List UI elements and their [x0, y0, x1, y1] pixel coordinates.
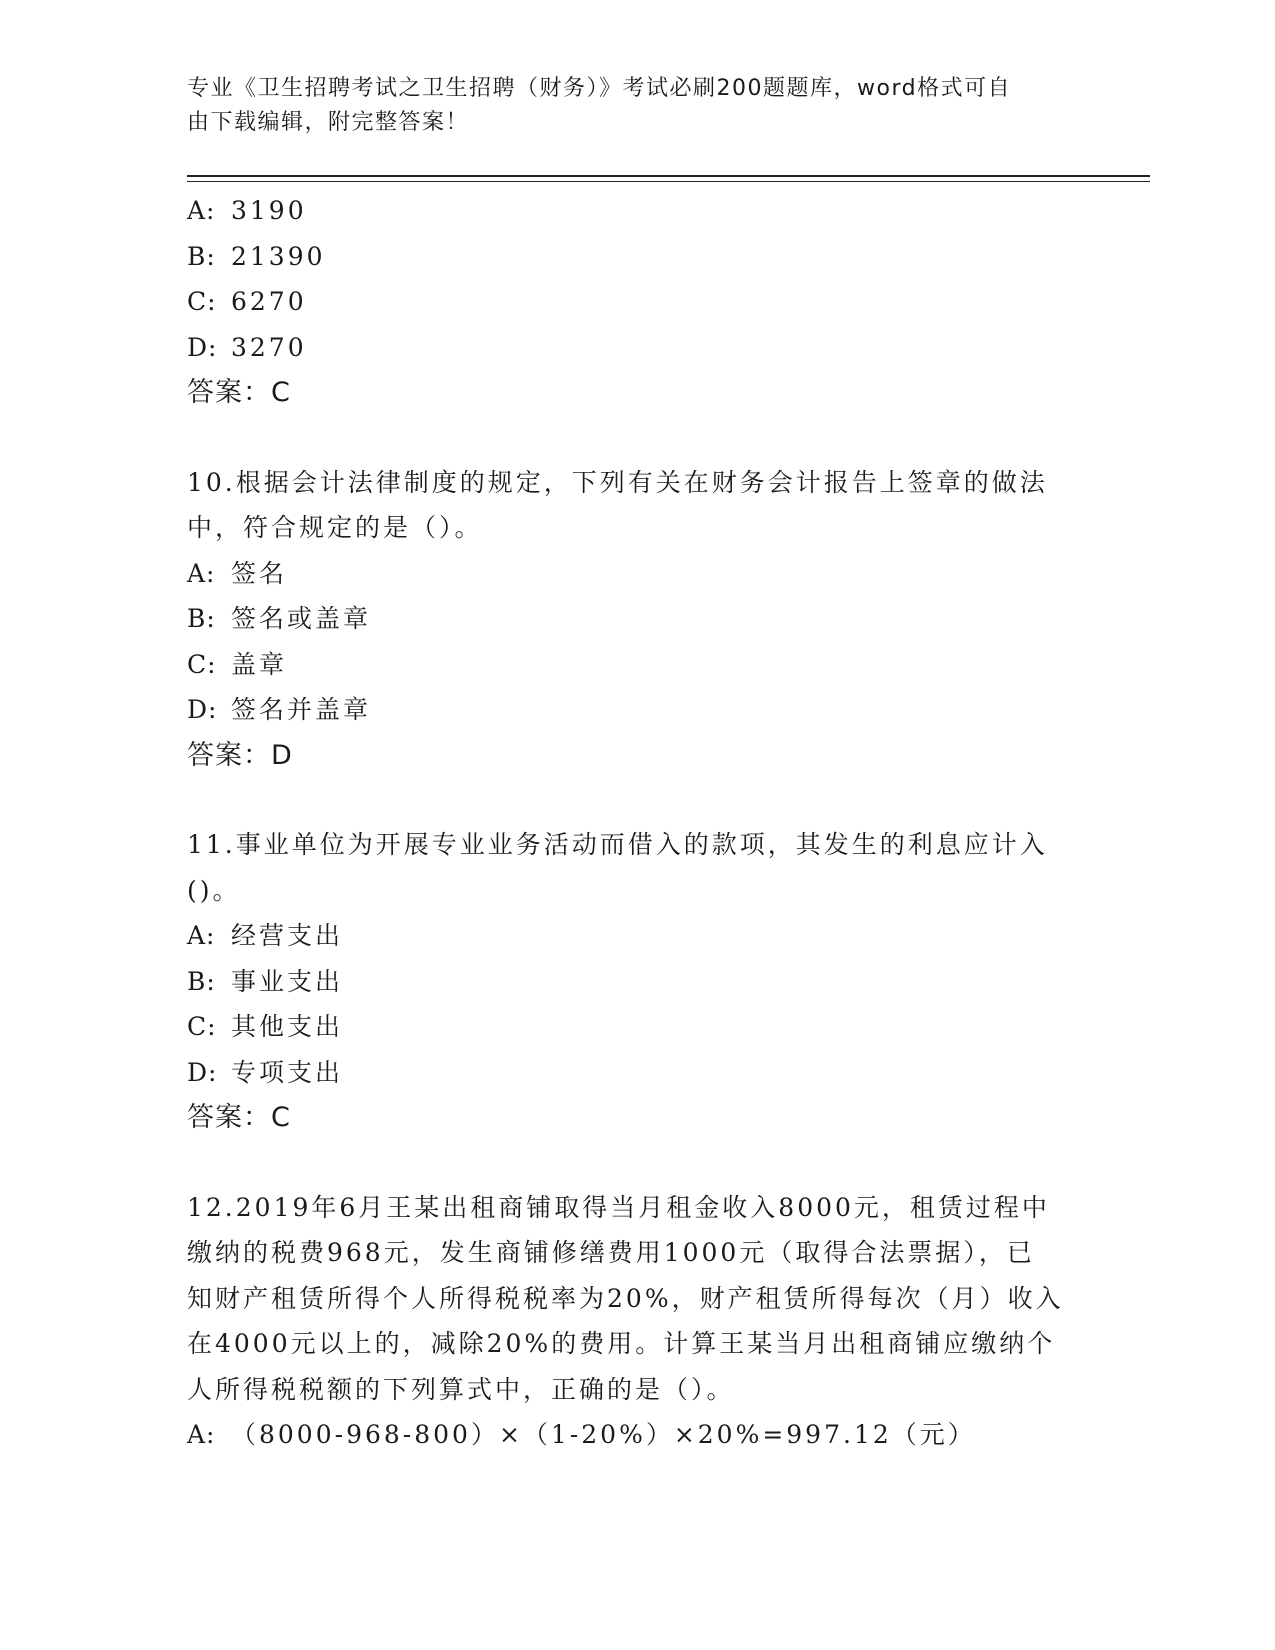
question-text: 11.事业单位为开展专业业务活动而借入的款项，其发生的利息应计入 — [187, 830, 1048, 859]
option-c: C: 其他支出 — [187, 1012, 344, 1041]
option-d: D: 签名并盖章 — [187, 695, 372, 724]
question-list — [187, 188, 1087, 1458]
option-c: C: 6270 — [187, 287, 307, 316]
question-12 — [187, 1185, 1087, 1458]
header-line-1: 专业《卫生招聘考试之卫生招聘（财务）》考试必刷200题题库，word格式可自 — [187, 76, 1012, 101]
option-d: D: 3270 — [187, 332, 307, 362]
question-text: ()。 — [187, 875, 241, 905]
header-divider-thick — [187, 175, 1150, 177]
option-c: C: 盖章 — [187, 649, 288, 679]
option-d: D: 专项支出 — [187, 1057, 344, 1087]
option-a: A: 3190 — [187, 196, 307, 225]
question-text: 人所得税税额的下列算式中，正确的是（）。 — [187, 1374, 735, 1404]
question-text: 缴纳的税费968元，发生商铺修缮费用1000元（取得合法票据），已 — [187, 1238, 1035, 1267]
option-a: A: 经营支出 — [187, 921, 344, 950]
question-text: 中，符合规定的是（）。 — [187, 513, 483, 542]
option-b: B: 事业支出 — [187, 966, 344, 996]
question-text: 12.2019年6月王某出租商铺取得当月租金收入8000元，租赁过程中 — [187, 1192, 1050, 1222]
answer-line: 答案：D — [187, 739, 293, 771]
question-text: 知财产租赁所得个人所得税税率为20%，财产租赁所得每次（月）收入 — [187, 1283, 1064, 1313]
option-a: A: （8000-968-800）×（1-20%）×20%=997.12（元） — [187, 1420, 976, 1449]
question-10 — [187, 460, 1087, 779]
option-b: B: 21390 — [187, 241, 326, 271]
header-divider-thin — [187, 181, 1150, 182]
question-text: 10.根据会计法律制度的规定，下列有关在财务会计报告上签章的做法 — [187, 467, 1048, 497]
option-a: A: 签名 — [187, 558, 288, 588]
answer-line: 答案：C — [187, 377, 291, 408]
option-b: B: 签名或盖章 — [187, 604, 372, 633]
question-11 — [187, 822, 1087, 1141]
document-header — [187, 72, 1067, 140]
question-9 — [187, 188, 1087, 416]
header-line-2: 由下载编辑，附完整答案！ — [187, 110, 470, 135]
question-text: 在4000元以上的，减除20%的费用。计算王某当月出租商铺应缴纳个 — [187, 1329, 1056, 1358]
answer-line: 答案：C — [187, 1102, 291, 1133]
